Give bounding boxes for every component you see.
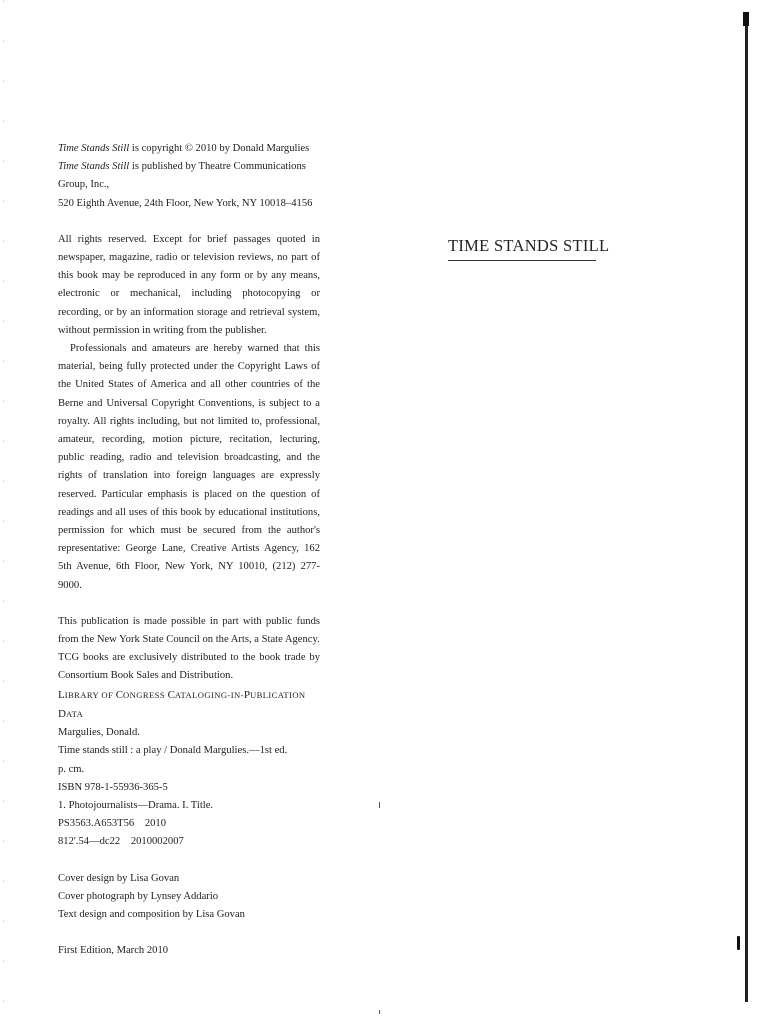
right-page-edge: [745, 12, 748, 1002]
publisher-line-1: Time Stands Still is published by Theatre Communications Group, Inc.,: [58, 161, 306, 191]
edition-line: First Edition, March 2010: [58, 945, 169, 957]
cip-line: Time stands still : a play / Donald Margulies.—1st ed.: [58, 745, 288, 757]
rights-paragraph-1: All rights reserved. Except for brief passages quoted in newspaper, magazine, radio or television reviews, no part of this book may be reproduced in any form or by any means, electronic or mechanical, including photocopying or recording, or by an information storage and retrieval system, without permission in writing from the publisher.: [58, 233, 320, 336]
cip-line: p. cm.: [58, 763, 85, 775]
cip-data: [58, 686, 320, 852]
copyright-text: is copyright © 2010 by Donald Margulies: [129, 143, 310, 154]
left-page-edge: [3, 0, 4, 1024]
cip-line: ISBN 978-1-55936-365-5: [58, 781, 168, 793]
half-title: TIME STANDS STILL: [448, 236, 596, 261]
distribution-note: TCG books are exclusively distributed to the book trade by Consortium Book Sales and Distribution.: [58, 652, 320, 682]
copyright-line: [58, 140, 320, 158]
copyright-page: [58, 140, 320, 960]
funding-note: This publication is made possible in part with public funds from the New York State Council on the Arts, a State Agency.: [58, 615, 320, 646]
play-title-italic: Time Stands Still: [58, 143, 130, 154]
credits: [58, 870, 320, 925]
cip-line: 812'.54—dc22 2010002007: [58, 836, 184, 848]
scan-mark: [737, 936, 740, 950]
scan-speck: [379, 802, 380, 808]
credit-line: Cover design by Lisa Govan: [58, 872, 180, 884]
credit-line: Cover photograph by Lynsey Addario: [58, 890, 219, 902]
publisher-address: 520 Eighth Avenue, 24th Floor, New York, NY 10018–4156: [58, 197, 313, 209]
rights-paragraph-2: Professionals and amateurs are hereby warned that this material, being fully protected under the Copyright Laws of the United States of America and all other countries of the Berne and Universal Copyright Conventions, is subject to a royalty. All rights including, but not limited to, professional, amateur, recording, motion picture, recitation, lecturing, public reading, radio and television broadcasting, and the rights of translation into foreign languages are expressly reserved. Particular emphasis is placed on the question of readings and all uses of this book by educational institutions, permission for which must be secured from the author's representative: George Lane, Creative Artists Agency, 162 5th Avenue, 6th Floor, New York, NY 10010, (212) 277-9000.: [58, 343, 320, 591]
cip-line: PS3563.A653T56 2010: [58, 818, 167, 830]
right-page-edge-tick: [743, 12, 749, 26]
cip-line: 1. Photojournalists—Drama. I. Title.: [58, 799, 214, 811]
play-title-italic: Time Stands Still: [58, 161, 130, 173]
credit-line: Text design and composition by Lisa Govan: [58, 908, 245, 920]
scan-speck: [379, 1010, 380, 1014]
publisher-block: [58, 158, 320, 213]
cip-line: Margulies, Donald.: [58, 727, 140, 739]
cip-heading: LIBRARY OF CONGRESS CATALOGING-IN-PUBLICATION DATA: [58, 688, 306, 720]
rights-statement: [58, 231, 320, 595]
